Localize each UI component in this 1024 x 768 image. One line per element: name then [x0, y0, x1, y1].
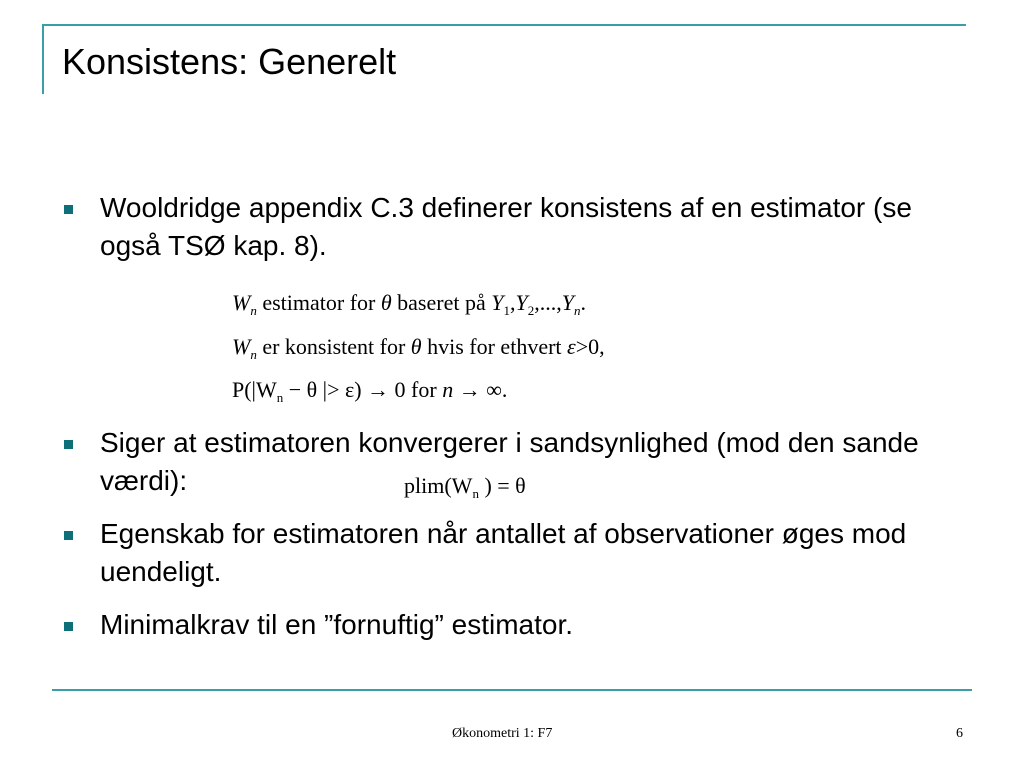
formula-text: baseret på: [391, 290, 492, 315]
bullet-text-4: Minimalkrav til en ”fornuftig” estimator.: [100, 609, 574, 640]
formula-w: W: [232, 290, 251, 315]
formula-end: >0,: [575, 334, 605, 359]
formula-sub-n: n: [573, 303, 581, 318]
formula-n: n: [442, 377, 454, 402]
top-rule: [42, 24, 966, 26]
formula-y: Y: [515, 290, 528, 315]
formula-sub-n: n: [276, 390, 284, 405]
formula-text: estimator for: [256, 290, 381, 315]
formula-text: hvis for ethvert: [421, 334, 568, 359]
formula-sub-n: n: [472, 486, 479, 501]
bullet-marker: [64, 622, 73, 631]
formula-line-2: [232, 333, 605, 361]
bottom-rule: [52, 689, 972, 691]
bullet-text-3: Egenskab for estimatoren når antallet af observationer øges mod uendeligt.: [100, 518, 907, 587]
formula-y: Y: [491, 290, 504, 315]
formula-theta: θ: [410, 334, 422, 359]
formula-sub-1: 1: [503, 303, 510, 318]
formula-theta: θ: [380, 290, 392, 315]
footer-title: Økonometri 1: F7: [452, 726, 553, 741]
bullet-marker: [64, 205, 73, 214]
formula-plim: [404, 472, 526, 500]
formula-prob: P(|W: [232, 377, 277, 402]
formula-plim-post: ) = θ: [478, 473, 526, 498]
formula-eps: ε: [567, 334, 576, 359]
formula-text: er konsistent for: [256, 334, 411, 359]
bullet-marker: [64, 440, 73, 449]
formula-sub-n: n: [250, 347, 257, 362]
bullet-text-2: Siger at estimatoren konvergerer i sandsynlighed (mod den sande værdi):: [100, 427, 919, 496]
formula-end: .: [580, 290, 586, 315]
bullet-text-1: Wooldridge appendix C.3 definerer konsistens af en estimator (se også TSØ kap. 8).: [100, 192, 912, 261]
formula-end: → ∞.: [453, 377, 508, 402]
formula-w: W: [232, 334, 251, 359]
formula-sub-2: 2: [527, 303, 535, 318]
formula-y: Y: [561, 290, 574, 315]
formula-line-1: $W_n$ estimator for θ baseret på $Y_1,Y_2,...,Y_n$.: [232, 290, 586, 318]
formula-dots: ,...,: [534, 290, 562, 315]
formula-text: − θ |> ε) → 0 for: [283, 377, 443, 402]
formula-sub-n: n: [250, 303, 257, 318]
side-rule: [42, 24, 44, 94]
formula-plim-pre: plim(W: [404, 473, 473, 498]
page-number: 6: [956, 726, 963, 741]
bullet-marker: [64, 531, 73, 540]
formula-line-3: [232, 376, 507, 404]
slide-title: Konsistens: Generelt: [62, 41, 397, 82]
